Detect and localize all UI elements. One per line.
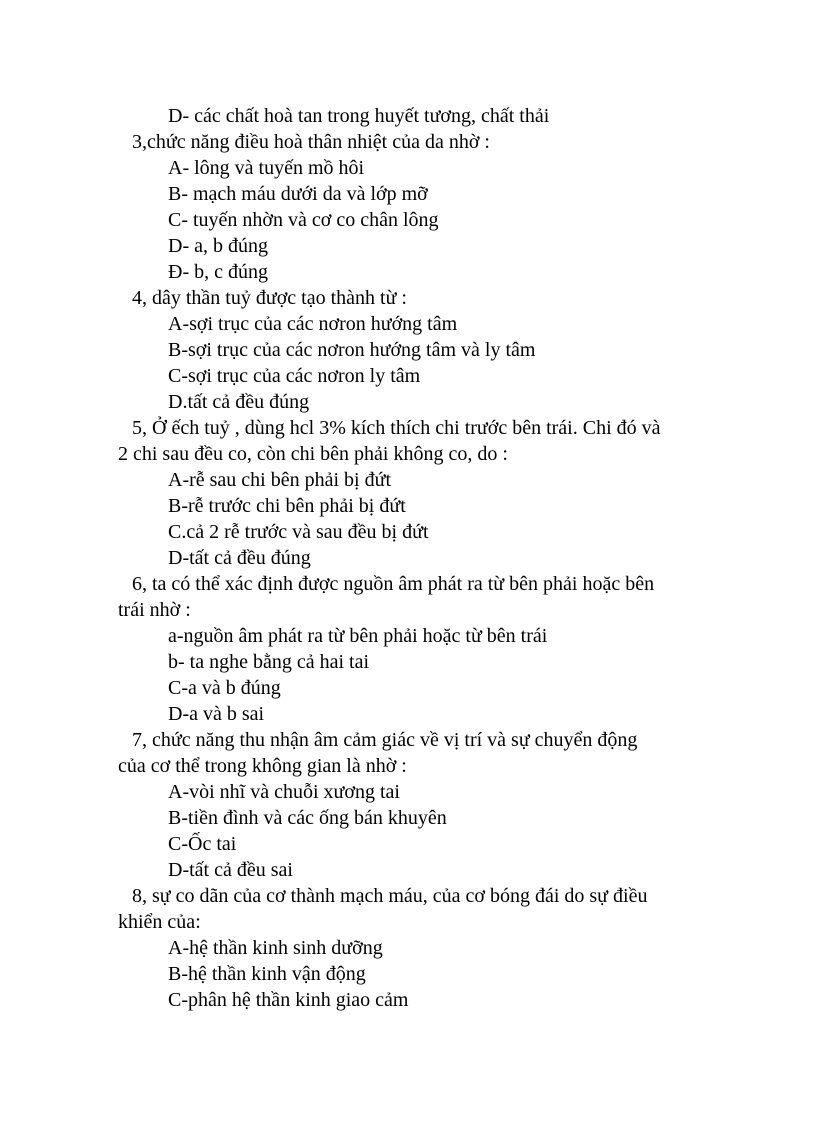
quiz-content — [118, 103, 708, 1013]
option-line: Đ- b, c đúng — [168, 261, 268, 283]
option-line: B-sợi trục của các nơron hướng tâm và ly tâm — [168, 339, 536, 361]
option-line: B-tiền đình và các ống bán khuyên — [168, 807, 447, 829]
question-line: 7, chức năng thu nhận âm cảm giác về vị trí và sự chuyển động — [132, 729, 638, 751]
option-line: D- a, b đúng — [168, 235, 268, 257]
option-line: C-Ốc tai — [168, 833, 237, 855]
option-line: a-nguồn âm phát ra từ bên phải hoặc từ bên trái — [168, 625, 548, 647]
option-line: A-sợi trục của các nơron hướng tâm — [168, 313, 458, 335]
question-continuation-line: khiển của: — [118, 911, 201, 933]
option-line: A-vòi nhĩ và chuỗi xương tai — [168, 781, 400, 803]
option-line: A-hệ thần kinh sinh dưỡng — [168, 937, 383, 959]
question-continuation-line: trái nhờ : — [118, 599, 191, 621]
question-continuation-line: của cơ thể trong không gian là nhờ : — [118, 755, 407, 777]
option-line: D.tất cả đều đúng — [168, 391, 310, 413]
option-line: A-rễ sau chi bên phải bị đứt — [168, 469, 391, 491]
question-line: 4, dây thần tuỷ được tạo thành từ : — [132, 287, 407, 309]
option-line: b- ta nghe bằng cả hai tai — [168, 651, 370, 673]
option-line: B- mạch máu dưới da và lớp mỡ — [168, 183, 428, 205]
option-line: B-hệ thần kinh vận động — [168, 963, 366, 985]
question-line: 8, sự co dãn của cơ thành mạch máu, của cơ bóng đái do sự điều — [132, 885, 648, 907]
option-line: D-tất cả đều sai — [168, 859, 293, 881]
option-line: C.cả 2 rễ trước và sau đều bị đứt — [168, 521, 429, 543]
question-line: 5, Ở ếch tuỷ , dùng hcl 3% kích thích chi trước bên trái. Chi đó và — [132, 417, 661, 439]
option-line: C- tuyến nhờn và cơ co chân lông — [168, 209, 439, 231]
question-line: 6, ta có thể xác định được nguồn âm phát ra từ bên phải hoặc bên — [132, 573, 655, 595]
option-line: A- lông và tuyến mồ hôi — [168, 157, 365, 179]
option-line: D-tất cả đều đúng — [168, 547, 311, 569]
option-line: B-rễ trước chi bên phải bị đứt — [168, 495, 406, 517]
question-line: 3,chức năng điều hoà thân nhiệt của da nhờ : — [132, 131, 490, 153]
option-line: C-a và b đúng — [168, 677, 281, 699]
question-continuation-line: 2 chi sau đều co, còn chi bên phải không co, do : — [118, 443, 508, 465]
option-line: D- các chất hoà tan trong huyết tương, chất thải — [168, 105, 550, 127]
option-line: D-a và b sai — [168, 703, 265, 725]
option-line: C-phân hệ thần kinh giao cảm — [168, 989, 409, 1011]
option-line: C-sợi trục của các nơron ly tâm — [168, 365, 421, 387]
